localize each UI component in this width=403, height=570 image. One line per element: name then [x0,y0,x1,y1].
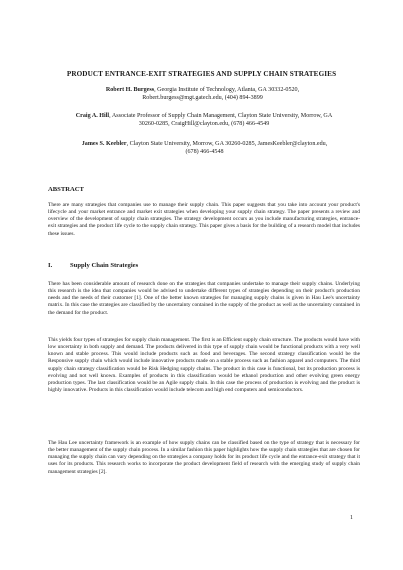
section-number: I. [48,262,53,269]
author-contact: 30260-0285, CraigHill@clayton.edu, (678) 466-4549 [138,121,270,128]
author-contact: (678) 466-4548 [185,149,224,156]
abstract-text: There are many strategies that companies use to manage their supply chain. This paper suggests that you take into account your product's lifecycle and your market entrance and market exit strategies when developing your supply chain strategy. The paper presents a review and overview of the development of supply chain strategies. The strategy development occurs as you include manufacturing strategies, entrance-exit strategies and the product life cycle to the supply chain strategy. This paper gives a basis for the building of a research model that includes these issues. [48,202,360,237]
author-name: Robert H. Burgess [105,87,155,93]
paper-title: PRODUCT ENTRANCE-EXIT STRATEGIES AND SUPPLY CHAIN STRATEGIES [66,70,337,78]
body-paragraph: The Hau Lee uncertainty framework is an example of how supply chains can be classified based on the type of strategy that is necessary for the better management of the supply chain process. In a similar fashion this paper highlights how the supply chain strategies that are chosen for managing the supply chain can vary depending on the strategies a company holds for its product life cycle and the entrance-exit strategy that it uses for its products. This research works to incorporate the product development field of research with the emerging study of supply chain management strategies [2]. [48,440,360,475]
author-affiliation: , Associate Professor of Supply Chain Management, Clayton State University, Morrow, GA [109,113,333,119]
author-affiliation: , Clayton State University, Morrow, GA 30260-0285, JamesKeebler@clayton.edu, [126,141,328,147]
author-name: James S. Keebler [81,141,127,147]
author-name: Craig A. Hill [75,113,110,119]
section-heading [48,262,138,269]
author-affiliation: , Georgia Institute of Technology, Atlanta, GA 30332-0520, [154,87,300,93]
body-paragraph: This yields four types of strategies for supply chain management. The first is an Efficient supply chain structure. The products would have with low uncertainty in both supply and demand. The products delivered in this type of supply chain would be functional products with a very well known and stable process. This would include products such as food and beverages. The second strategy classification would be the Responsive supply chain which would include innovative products made on a stable process such as fashion apparel and computers. The third supply chain strategy classification would be Risk Hedging supply chains. The product in this case is functional, but its production process is evolving and not well known. Examples of products in this classification would be ethanol production and other evolving green energy production types. The last classification would be an Agile supply chain. In this case the process of production is evolving and the product is highly innovative. Products in this classification would include telecom and high end computers and semiconductors. [48,337,360,394]
author-block-hill [44,112,364,129]
abstract-heading: ABSTRACT [48,186,84,193]
author-contact: Robert.burgess@mgt.gatech.edu, (404) 894-3899 [142,95,263,102]
body-paragraph: There has been considerable amount of research done on the strategies that companies undertake to manage their supply chains. Underlying this research is the idea that companies would be advised to undertake different types of strategies depending on their product's production needs and the needs of their customer [1]. One of the better known strategies for managing supply chains is given in Hau Lee's uncertainty matrix. In this case the strategies are classified by the uncertainty contained in the supply of the product as well as the uncertainty contained in the demand for the product. [48,281,360,316]
author-block-keebler [52,140,357,157]
author-block-burgess [60,86,345,103]
page-number: 1 [350,515,353,521]
section-title: Supply Chain Strategies [70,262,139,269]
